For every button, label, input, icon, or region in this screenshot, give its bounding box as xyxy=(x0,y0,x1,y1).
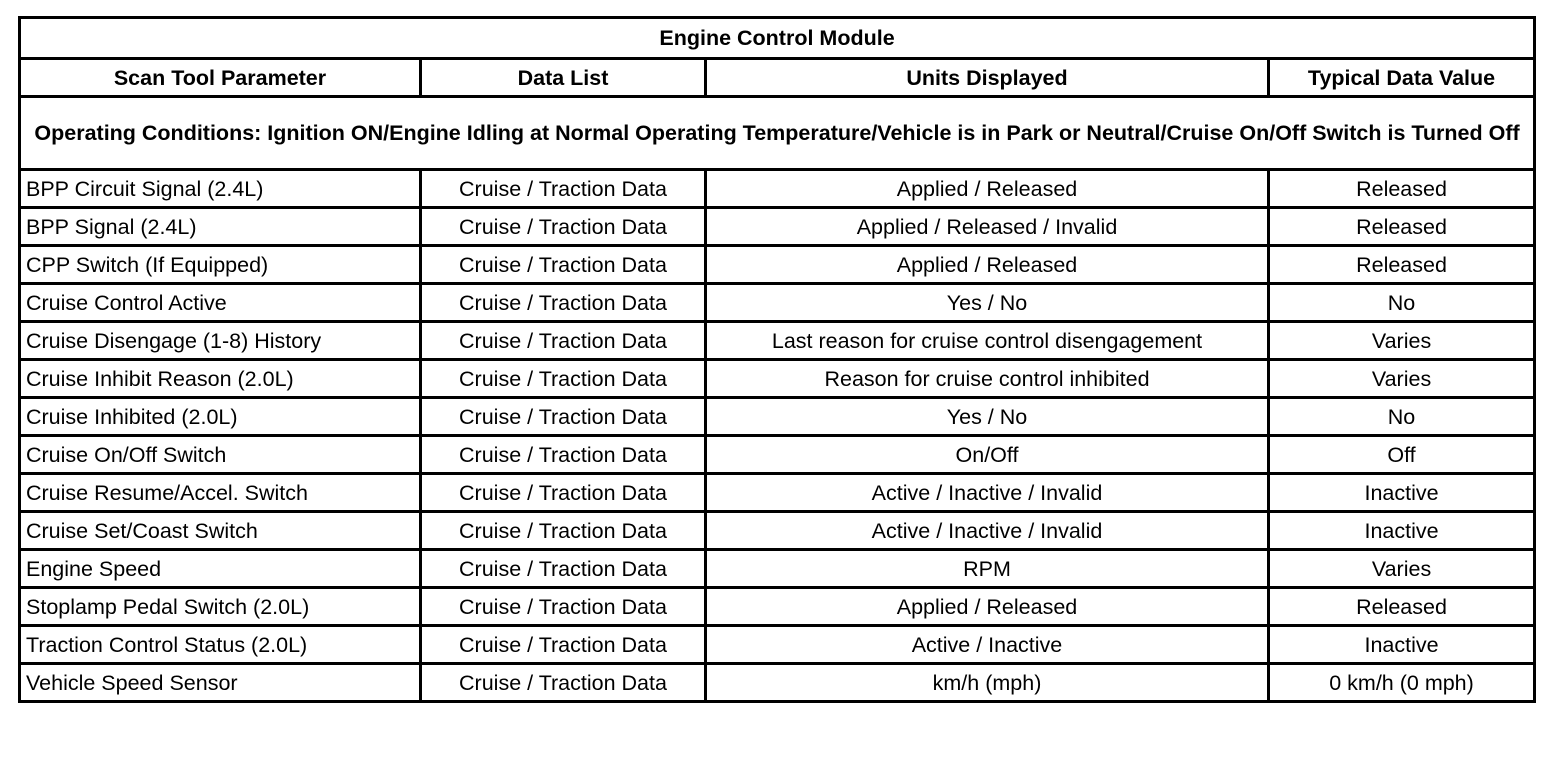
cell-data-list: Cruise / Traction Data xyxy=(421,550,706,588)
cell-typical-data-value: Varies xyxy=(1269,550,1535,588)
table-title: Engine Control Module xyxy=(20,18,1535,59)
cell-units-displayed: km/h (mph) xyxy=(706,664,1269,702)
cell-units-displayed: Reason for cruise control inhibited xyxy=(706,360,1269,398)
cell-data-list: Cruise / Traction Data xyxy=(421,512,706,550)
cell-units-displayed: Active / Inactive xyxy=(706,626,1269,664)
cell-units-displayed: Yes / No xyxy=(706,398,1269,436)
table-body xyxy=(20,170,1535,702)
cell-units-displayed: Applied / Released xyxy=(706,588,1269,626)
cell-typical-data-value: Released xyxy=(1269,246,1535,284)
cell-scan-tool-parameter: Engine Speed xyxy=(20,550,421,588)
operating-conditions-row xyxy=(20,97,1535,170)
cell-typical-data-value: Released xyxy=(1269,208,1535,246)
table-row xyxy=(20,246,1535,284)
cell-typical-data-value: Released xyxy=(1269,170,1535,208)
cell-data-list: Cruise / Traction Data xyxy=(421,626,706,664)
table-row xyxy=(20,208,1535,246)
cell-data-list: Cruise / Traction Data xyxy=(421,170,706,208)
cell-data-list: Cruise / Traction Data xyxy=(421,284,706,322)
cell-data-list: Cruise / Traction Data xyxy=(421,436,706,474)
cell-units-displayed: Yes / No xyxy=(706,284,1269,322)
header-typical-data-value: Typical Data Value xyxy=(1269,59,1535,97)
cell-data-list: Cruise / Traction Data xyxy=(421,322,706,360)
table-header-row xyxy=(20,59,1535,97)
table-row xyxy=(20,588,1535,626)
cell-typical-data-value: Inactive xyxy=(1269,512,1535,550)
cell-scan-tool-parameter: BPP Circuit Signal (2.4L) xyxy=(20,170,421,208)
table-row xyxy=(20,664,1535,702)
cell-scan-tool-parameter: Traction Control Status (2.0L) xyxy=(20,626,421,664)
header-scan-tool-parameter: Scan Tool Parameter xyxy=(20,59,421,97)
table-row xyxy=(20,284,1535,322)
cell-scan-tool-parameter: Cruise On/Off Switch xyxy=(20,436,421,474)
table-row xyxy=(20,170,1535,208)
table-title-row xyxy=(20,18,1535,59)
cell-typical-data-value: Inactive xyxy=(1269,474,1535,512)
cell-units-displayed: Last reason for cruise control disengagement xyxy=(706,322,1269,360)
cell-scan-tool-parameter: Cruise Resume/Accel. Switch xyxy=(20,474,421,512)
table-row xyxy=(20,626,1535,664)
cell-scan-tool-parameter: Cruise Inhibited (2.0L) xyxy=(20,398,421,436)
cell-scan-tool-parameter: Vehicle Speed Sensor xyxy=(20,664,421,702)
cell-units-displayed: Active / Inactive / Invalid xyxy=(706,512,1269,550)
cell-units-displayed: Applied / Released xyxy=(706,246,1269,284)
cell-scan-tool-parameter: Cruise Set/Coast Switch xyxy=(20,512,421,550)
cell-scan-tool-parameter: Cruise Disengage (1-8) History xyxy=(20,322,421,360)
cell-data-list: Cruise / Traction Data xyxy=(421,398,706,436)
table-row xyxy=(20,474,1535,512)
cell-typical-data-value: Off xyxy=(1269,436,1535,474)
cell-units-displayed: Active / Inactive / Invalid xyxy=(706,474,1269,512)
cell-data-list: Cruise / Traction Data xyxy=(421,360,706,398)
cell-typical-data-value: No xyxy=(1269,398,1535,436)
cell-typical-data-value: 0 km/h (0 mph) xyxy=(1269,664,1535,702)
header-data-list: Data List xyxy=(421,59,706,97)
table-row xyxy=(20,436,1535,474)
cell-scan-tool-parameter: CPP Switch (If Equipped) xyxy=(20,246,421,284)
cell-data-list: Cruise / Traction Data xyxy=(421,246,706,284)
cell-units-displayed: RPM xyxy=(706,550,1269,588)
table-row xyxy=(20,512,1535,550)
cell-scan-tool-parameter: Stoplamp Pedal Switch (2.0L) xyxy=(20,588,421,626)
cell-data-list: Cruise / Traction Data xyxy=(421,208,706,246)
operating-conditions: Operating Conditions: Ignition ON/Engine Idling at Normal Operating Temperature/Vehicle is in Park or Neutral/Cruise On/Off Switch is Turned Off xyxy=(20,97,1535,170)
cell-data-list: Cruise / Traction Data xyxy=(421,664,706,702)
ecm-data-table xyxy=(18,16,1536,703)
table-row xyxy=(20,550,1535,588)
cell-typical-data-value: Inactive xyxy=(1269,626,1535,664)
cell-typical-data-value: Varies xyxy=(1269,360,1535,398)
cell-units-displayed: On/Off xyxy=(706,436,1269,474)
cell-units-displayed: Applied / Released / Invalid xyxy=(706,208,1269,246)
header-units-displayed: Units Displayed xyxy=(706,59,1269,97)
table-row xyxy=(20,322,1535,360)
table-row xyxy=(20,360,1535,398)
cell-units-displayed: Applied / Released xyxy=(706,170,1269,208)
cell-scan-tool-parameter: Cruise Control Active xyxy=(20,284,421,322)
cell-data-list: Cruise / Traction Data xyxy=(421,588,706,626)
table-row xyxy=(20,398,1535,436)
cell-scan-tool-parameter: Cruise Inhibit Reason (2.0L) xyxy=(20,360,421,398)
cell-typical-data-value: Released xyxy=(1269,588,1535,626)
cell-scan-tool-parameter: BPP Signal (2.4L) xyxy=(20,208,421,246)
cell-typical-data-value: Varies xyxy=(1269,322,1535,360)
cell-typical-data-value: No xyxy=(1269,284,1535,322)
cell-data-list: Cruise / Traction Data xyxy=(421,474,706,512)
